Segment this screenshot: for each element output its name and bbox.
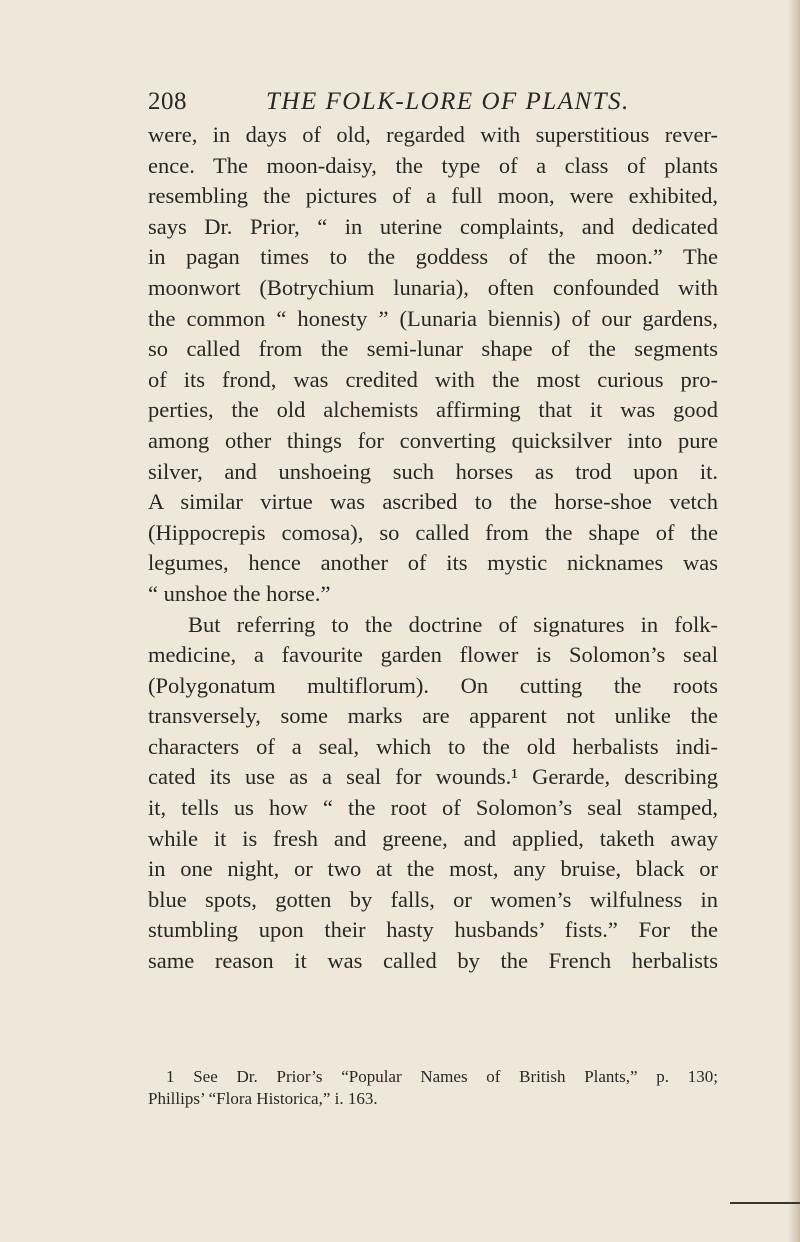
text-line: it, tells us how “ the root of Solomon’s seal stamped, [148, 795, 718, 821]
footnote-line: 1 See Dr. Prior’s “Popular Names of British Plants,” p. 130; [166, 1067, 718, 1086]
text-line: (Hippocrepis comosa), so called from the shape of the [148, 519, 718, 545]
text-line: But referring to the doctrine of signatures in folk- [188, 611, 718, 637]
text-line: cated its use as a seal for wounds.¹ Gerarde, describing [148, 764, 718, 790]
page-corner-rule [730, 1202, 800, 1204]
footnotes [148, 1066, 718, 1110]
text-line: so called from the semi-lunar shape of the segments [148, 336, 718, 362]
text-line: while it is fresh and greene, and applied, taketh away [148, 825, 718, 851]
text-line: characters of a seal, which to the old herbalists indi- [148, 733, 718, 759]
text-line: same reason it was called by the French herbalists [148, 948, 718, 974]
text-line: medicine, a favourite garden flower is Solomon’s seal [148, 642, 718, 668]
text-line: were, in days of old, regarded with superstitious rever- [148, 122, 718, 147]
footnote-line: Phillips’ “Flora Historica,” i. 163. [148, 1089, 378, 1108]
text-line: transversely, some marks are apparent not unlike the [148, 703, 718, 729]
running-title: THE FOLK-LORE OF PLANTS. [266, 88, 630, 115]
text-line: ence. The moon-daisy, the type of a class of plants [148, 152, 718, 178]
body-text [148, 120, 718, 977]
text-line: in one night, or two at the most, any bruise, black or [148, 856, 718, 882]
text-line: perties, the old alchemists affirming that it was good [148, 397, 718, 423]
text-line: the common “ honesty ” (Lunaria biennis) of our gardens, [148, 305, 718, 331]
text-line: moonwort (Botrychium lunaria), often confounded with [148, 274, 718, 300]
text-line: (Polygonatum multiflorum). On cutting the roots [148, 672, 718, 698]
text-line: in pagan times to the goddess of the moon.” The [148, 244, 718, 270]
text-line: stumbling upon their hasty husbands’ fists.” For the [148, 917, 718, 943]
text-line: blue spots, gotten by falls, or women’s wilfulness in [148, 886, 718, 912]
page-number: 208 [148, 88, 187, 115]
text-line: resembling the pictures of a full moon, were exhibited, [148, 183, 718, 209]
text-line: legumes, hence another of its mystic nicknames was [148, 550, 718, 576]
text-line: A similar virtue was ascribed to the horse-shoe vetch [148, 489, 718, 515]
page-header [148, 88, 708, 122]
text-line: among other things for converting quicksilver into pure [148, 427, 718, 453]
text-line: of its frond, was credited with the most curious pro- [148, 366, 718, 392]
text-line: “ unshoe the horse.” [148, 580, 331, 606]
text-line: says Dr. Prior, “ in uterine complaints, and dedicated [148, 213, 718, 239]
page-edge-shadow [788, 0, 800, 1242]
text-line: silver, and unshoeing such horses as trod upon it. [148, 458, 718, 484]
